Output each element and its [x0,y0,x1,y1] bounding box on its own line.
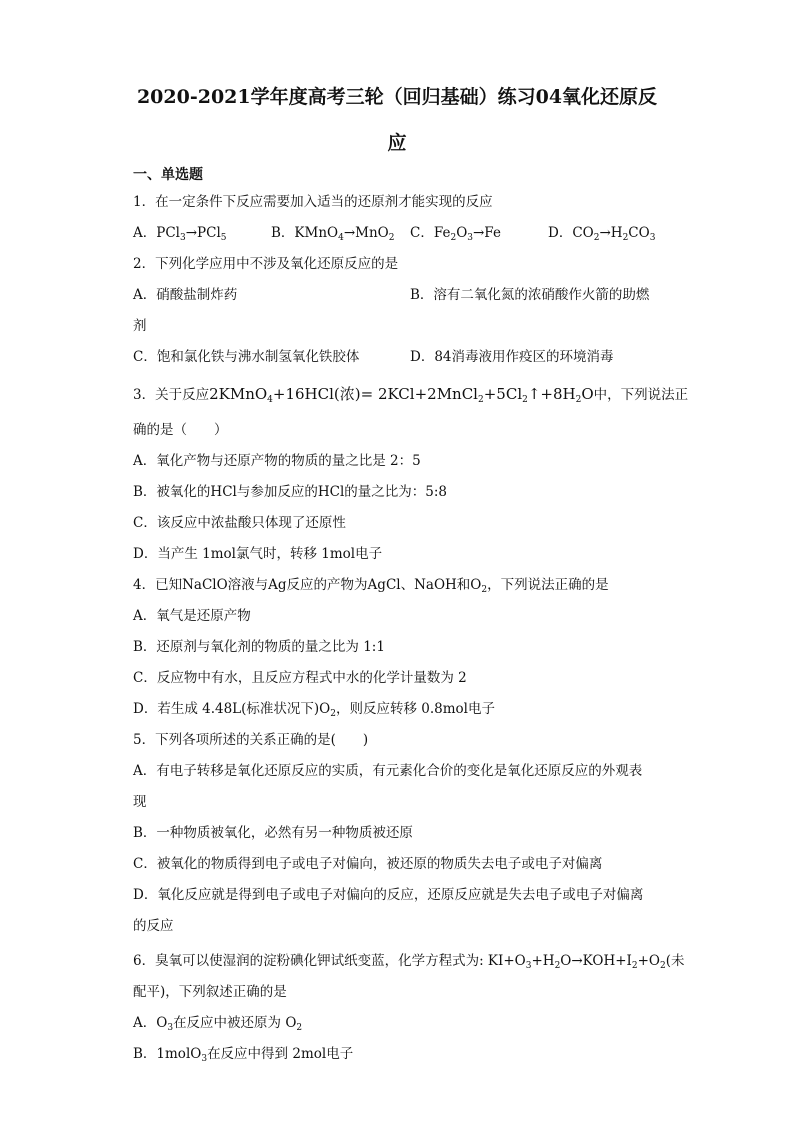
q2-option-b-continued: 剂 [133,318,147,334]
q1-options [133,224,673,242]
q6-stem: 6．臭氧可以使湿润的淀粉碘化钾试纸变蓝，化学方程式为: $KI+O_3+H_2O\to KOH+I_2+O_2$(未 [133,953,685,971]
q4-option-d: D．若生成 4.48L(标准状况下)$O_2$，则反应转移 0.8mol电子 [133,701,495,719]
q2-option-b: B．溶有二氧化氮的浓硝酸作火箭的助燃 [410,287,650,303]
q1-option-a: A．PCl$_3$→PCl$_5$ [133,225,227,243]
document-title [110,74,684,166]
title-line-1: 2020-2021学年度高考三轮（回归基础）练习04氧化还原反 [136,86,658,108]
q4-stem: 4．已知NaClO溶液与Ag反应的产物为AgCl、NaOH和$O_2$，下列说法正确的是 [133,577,609,595]
q6-option-a: A．$O_3$在反应中被还原为 $O_2$ [133,1015,303,1033]
q1-stem: 1．在一定条件下反应需要加入适当的还原剂才能实现的反应 [133,194,493,210]
q5-option-c: C．被氧化的物质得到电子或电子对偏向，被还原的物质失去电子或电子对偏离 [133,856,603,872]
q1-option-d: D．$CO_2\to H_2CO_3$ [548,225,656,243]
q5-option-d: D．氧化反应就是得到电子或电子对偏向的反应，还原反应就是失去电子或电子对偏离 [133,887,644,903]
q3-equation: 2KMnO$_4$+16HCl(浓)= $2KCl+2MnCl_2+5Cl_2↑+8H_2O$ [209,385,594,405]
q3-stem: 3．关于反应2KMnO$_4$+16HCl(浓)= $2KCl+2MnCl_2+5Cl_2↑+8H_2O$中，下列说法正 [133,385,689,405]
q3-option-b: B．被氧化的HCl与参加反应的HCl的量之比为：5:8 [133,484,447,500]
q4-option-c: C．反应物中有水，且反应方程式中水的化学计量数为 2 [133,670,467,686]
q2-stem: 2．下列化学应用中不涉及氧化还原反应的是 [133,256,399,272]
q2-option-a: A．硝酸盐制炸药 [133,287,238,303]
q1-option-c: C．$Fe_2O_3\to Fe$ [410,225,501,243]
q2-options-ab [133,286,673,304]
q5-option-a: A．有电子转移是氧化还原反应的实质，有元素化合价的变化是氧化还原反应的外观表 [133,763,643,779]
q1-option-b: B．KMnO$_4$→MnO$_2$ [271,225,395,243]
section-heading: 一、单选题 [133,167,203,183]
q3-option-c: C．该反应中浓盐酸只体现了还原性 [133,515,346,531]
q5-option-d-continued: 的反应 [133,918,174,934]
q2-option-c: C．饱和氯化铁与沸水制氢氧化铁胶体 [133,349,360,365]
q3-option-a: A．氧化产物与还原产物的物质的量之比是 2：5 [133,453,421,469]
q5-option-b: B．一种物质被氧化，必然有另一种物质被还原 [133,825,413,841]
title-line-2: 应 [387,132,407,154]
q5-option-a-continued: 现 [133,794,147,810]
q6-stem-line-2: 配平)，下列叙述正确的是 [133,984,287,1000]
q3-stem-line-2: 确的是（ ） [133,422,228,438]
q5-stem: 5．下列各项所述的关系正确的是( ) [133,732,369,748]
q6-option-b: B．1molO$_3$在反应中得到 2mol电子 [133,1046,354,1064]
q4-option-b: B．还原剂与氧化剂的物质的量之比为 1:1 [133,639,385,655]
q2-option-d: D．84消毒液用作疫区的环境消毒 [410,349,614,365]
q2-options-cd [133,348,673,366]
q3-option-d: D．当产生 1mol氯气时，转移 1mol电子 [133,546,383,562]
q4-option-a: A．氧气是还原产物 [133,608,251,624]
